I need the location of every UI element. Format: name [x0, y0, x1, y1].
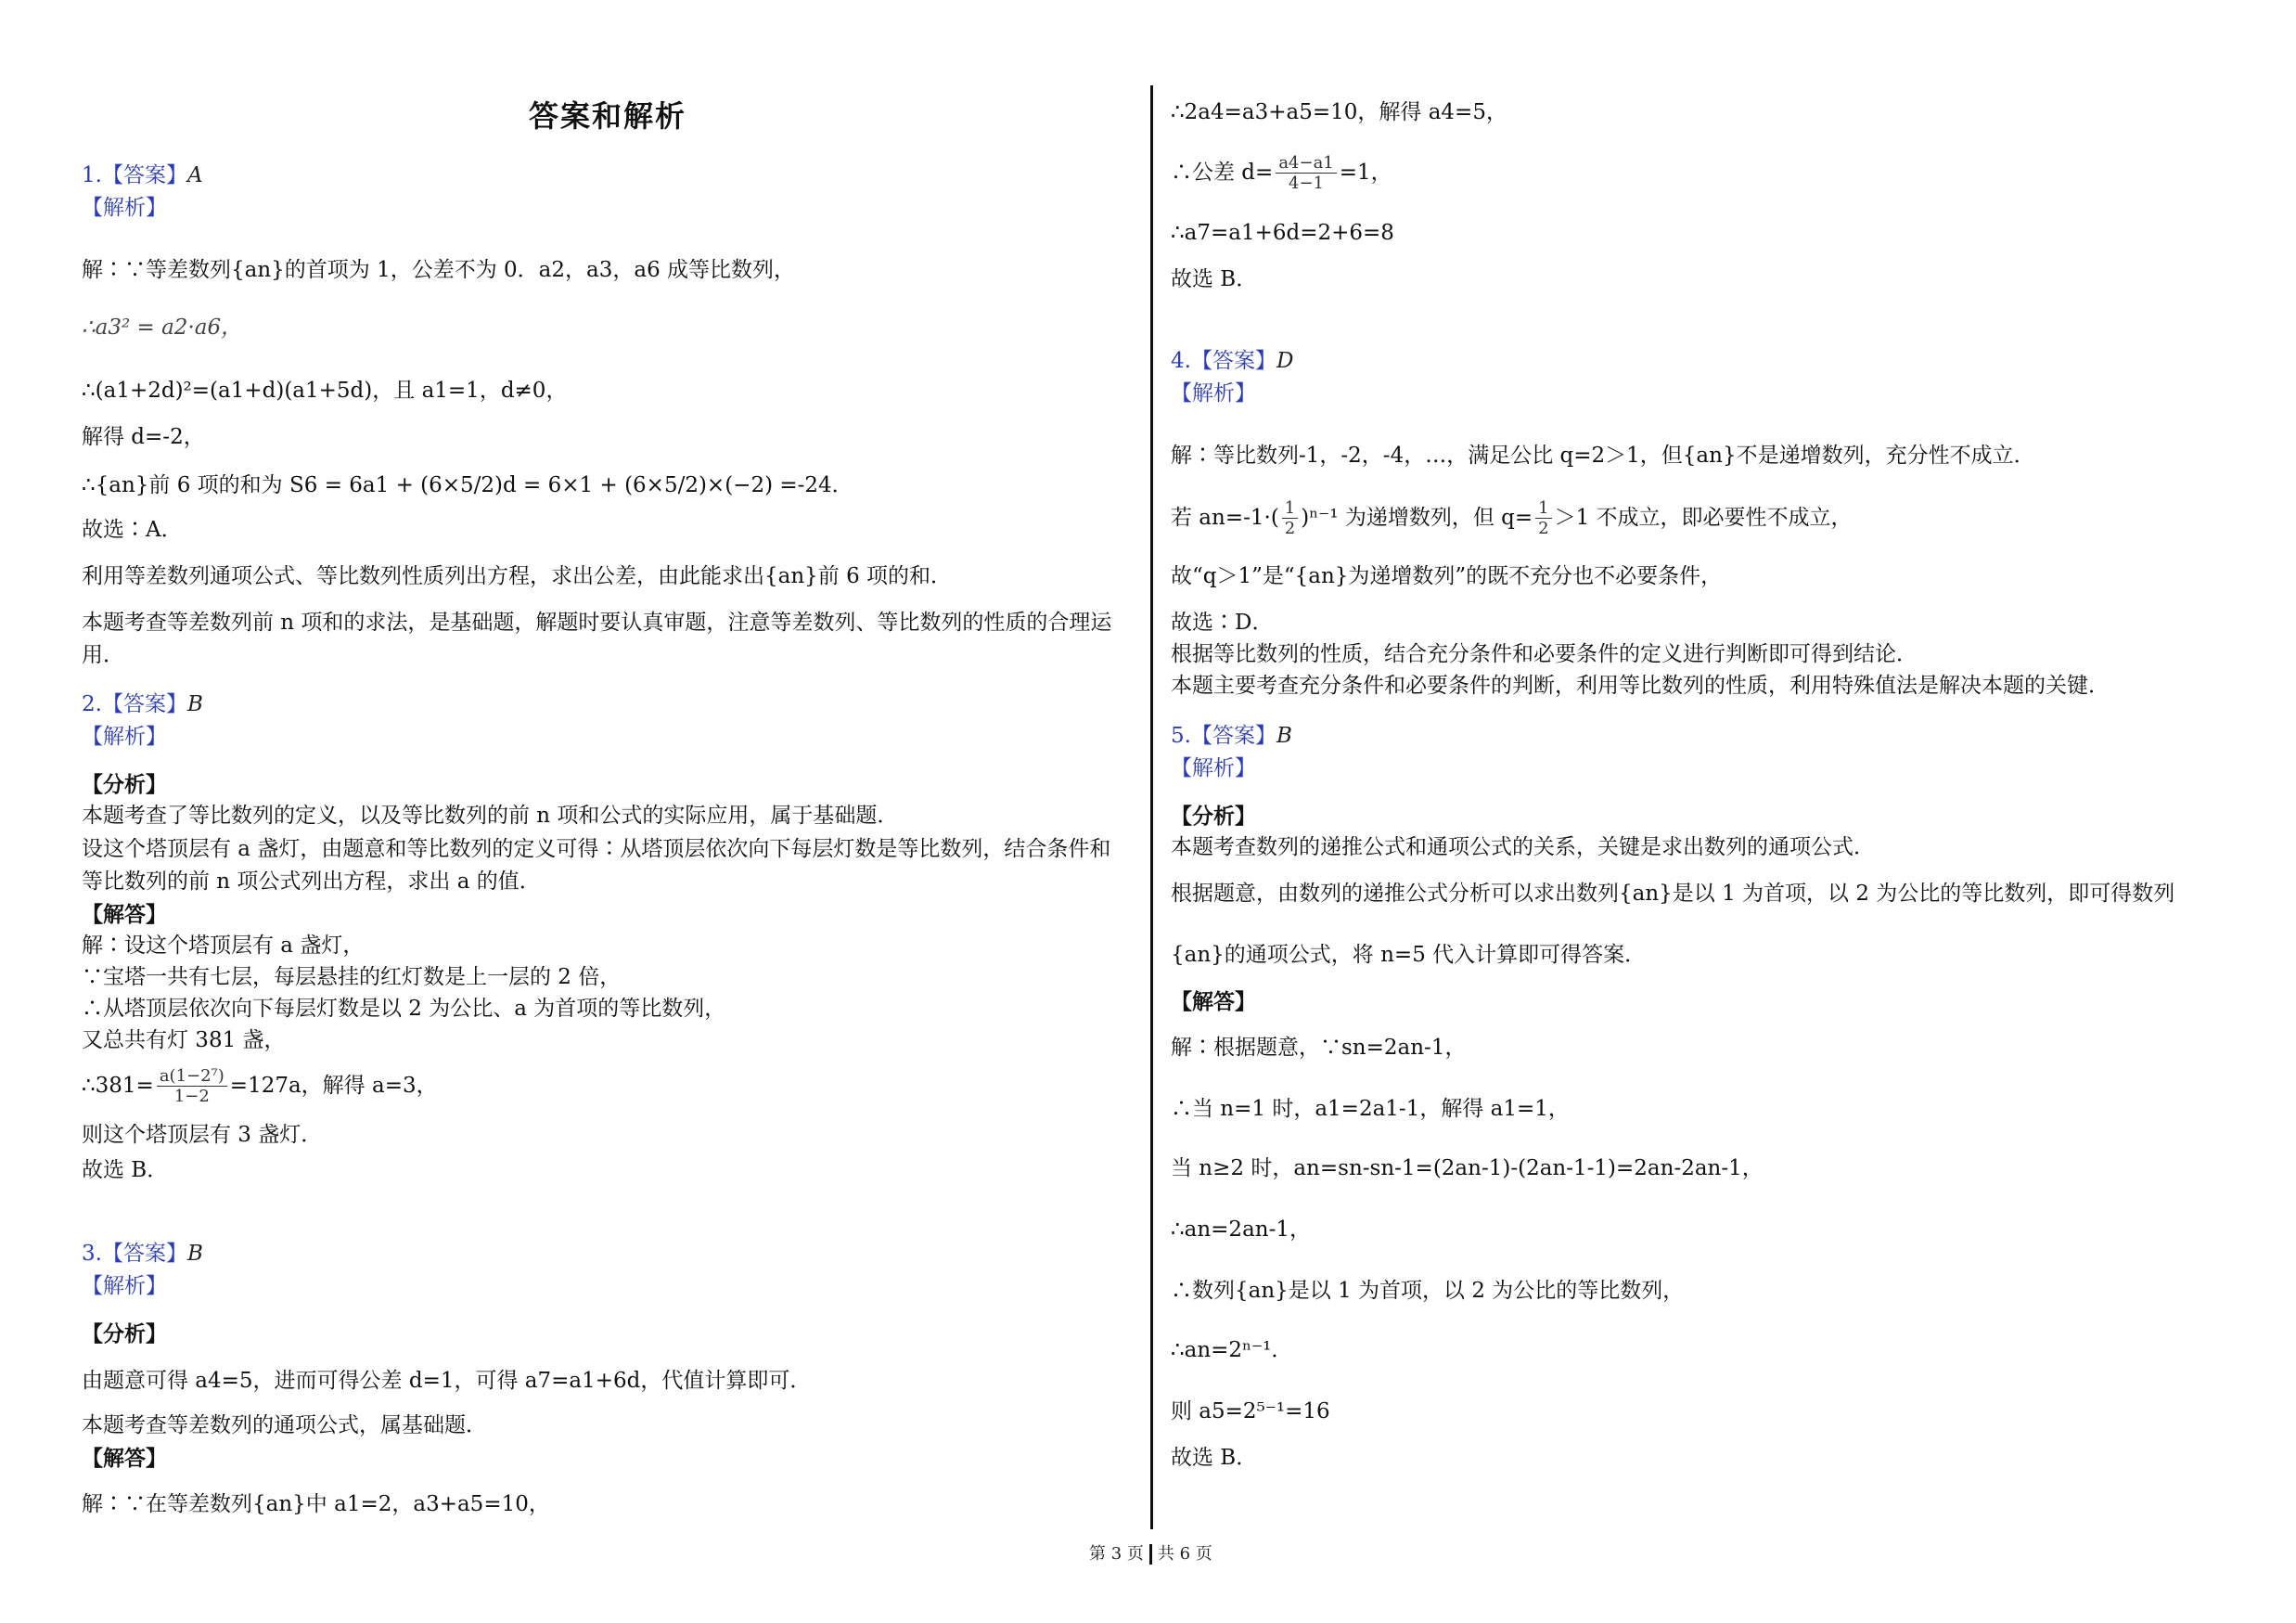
q2-fraction-numerator: a(1−2⁷): [157, 1067, 227, 1087]
q4-jiexi: 【解析】: [1171, 381, 1256, 406]
q4-fraction-2: [1535, 499, 1551, 538]
q2-answer: B: [186, 692, 203, 716]
footer-page-current: 第 3 页: [1089, 1544, 1144, 1564]
q5-fenxi-3: {an}的通项公式，将 n=5 代入计算即可得答案．: [1171, 943, 1647, 967]
column-divider: [1150, 85, 1153, 1529]
q4-line4: 故选∶D．: [1171, 611, 1274, 635]
q3-fenxi: 【分析】: [82, 1321, 167, 1346]
q2-jiexi: 【解析】: [82, 725, 167, 749]
footer-page-total: 共 6 页: [1157, 1544, 1212, 1564]
q3-cont-2b: =1，: [1339, 161, 1392, 186]
q5-answer-head: 5.【答案】: [1171, 724, 1276, 748]
q4-answer: D: [1276, 349, 1294, 373]
q1-line8: 本题考查等差数列前 n 项和的求法，是基础题，解题时要认真审题，注意等差数列、等比数列的性质的合理运用．: [82, 611, 1112, 667]
q2-fenxi: 【分析】: [82, 772, 167, 797]
q4-fraction-1: [1282, 499, 1298, 538]
q1-line1: 解∶∵等差数列{an}的首项为 1，公差不为 0．a2，a3，a6 成等比数列，: [82, 258, 796, 282]
q2-fenxi-1: 本题考查了等比数列的定义，以及等比数列的前 n 项和公式的实际应用，属于基础题．: [82, 804, 899, 828]
footer-separator: [1149, 1544, 1152, 1565]
q4-fraction-1-denominator: 2: [1284, 518, 1296, 538]
q5-jiexi: 【解析】: [1171, 756, 1256, 780]
q3-fenxi-2: 本题考查等差数列的通项公式，属基础题．: [82, 1413, 487, 1437]
q1-line7: 利用等差数列通项公式、等比数列性质列出方程，求出公差，由此能求出{an}前 6 项的和．: [82, 564, 953, 588]
q4-line2b: )ⁿ⁻¹ 为递增数列，但 q=: [1301, 506, 1533, 531]
q2-jieda-5b: =127a，解得 a=3，: [229, 1074, 438, 1099]
q5-answer: B: [1276, 724, 1292, 748]
q5-jieda-7: 则 a5=2⁵⁻¹=16: [1171, 1399, 1330, 1423]
q3-cont-4: 故选 B．: [1171, 267, 1258, 291]
q1-answer-line: [82, 163, 203, 189]
q3-cont-2a: ∴公差 d=: [1171, 161, 1274, 186]
q1-line4: 解得 d=-2，: [82, 425, 205, 449]
q3-jieda-1: 解∶∵在等差数列{an}中 a1=2，a3+a5=10，: [82, 1492, 550, 1516]
q3-fenxi-1: 由题意可得 a4=5，进而可得公差 d=1，可得 a7=a1+6d，代值计算即可．: [82, 1369, 812, 1393]
page-footer: [1089, 1540, 1212, 1565]
q2-jieda-6: 则这个塔顶层有 3 盏灯．: [82, 1123, 323, 1147]
q3-fraction-numerator: a4−a1: [1276, 154, 1336, 174]
q2-fraction: [157, 1067, 227, 1106]
q5-jieda-6: ∴an=2ⁿ⁻¹．: [1171, 1338, 1293, 1362]
q3-jieda: 【解答】: [82, 1446, 167, 1471]
q5-fenxi-2: 根据题意，由数列的递推公式分析可以求出数列{an}是以 1 为首项，以 2 为公比的等比数列，即可得数列: [1171, 882, 2175, 906]
q4-line5: 根据等比数列的性质，结合充分条件和必要条件的定义进行判断即可得到结论．: [1171, 642, 1918, 666]
q4-line3: 故“q＞1”是“{an}为递增数列”的既不充分也不必要条件，: [1171, 564, 1723, 588]
q5-jieda-1: 解∶根据题意，∵sn=2an-1，: [1171, 1036, 1467, 1060]
q3-answer-line: [82, 1242, 203, 1268]
q5-jieda-8: 故选 B．: [1171, 1446, 1258, 1470]
page-title: 答案和解析: [529, 98, 687, 134]
q4-fraction-2-numerator: 1: [1535, 499, 1551, 519]
q4-line2c: ＞1 不成立，即必要性不成立，: [1554, 506, 1853, 531]
q1-answer-head: 1.【答案】: [82, 163, 187, 187]
q5-fenxi-1: 本题考查数列的递推公式和通项公式的关系，关键是求出数列的通项公式．: [1171, 835, 1875, 859]
q1-jiexi: 【解析】: [82, 196, 167, 220]
q4-answer-line: [1171, 349, 1293, 375]
q2-jieda-7: 故选 B．: [82, 1158, 169, 1182]
q2-fenxi-2: 设这个塔顶层有 a 盏灯，由题意和等比数列的定义可得∶从塔顶层依次向下每层灯数是等比数列，结合条件和等比数列的前 n 项公式列出方程，求出 a 的值．: [82, 837, 1111, 894]
q3-cont-3: ∴a7=a1+6d=2+6=8: [1171, 221, 1394, 245]
q5-fenxi: 【分析】: [1171, 804, 1256, 829]
q2-jieda-1: 解∶设这个塔顶层有 a 盏灯，: [82, 934, 365, 958]
q2-jieda: 【解答】: [82, 902, 167, 927]
q3-cont-2: [1171, 154, 1392, 193]
q4-line6: 本题主要考查充分条件和必要条件的判断，利用等比数列的性质，利用特殊值法是解决本题的关键．: [1171, 674, 2110, 698]
q4-line2a: 若 an=-1·(: [1171, 506, 1279, 531]
q3-jiexi: 【解析】: [82, 1274, 167, 1298]
q5-jieda: 【解答】: [1171, 989, 1256, 1014]
q3-fraction-denominator: 4−1: [1289, 173, 1325, 193]
q4-fraction-1-numerator: 1: [1282, 499, 1298, 519]
q2-jieda-3: ∴从塔顶层依次向下每层灯数是以 2 为公比、a 为首项的等比数列，: [82, 997, 726, 1021]
q1-line5: ∴{an}前 6 项的和为 S6 = 6a1 + (6×5/2)d = 6×1 + (6×5/2)×(−2) =-24．: [82, 473, 853, 497]
q2-jieda-4: 又总共有灯 381 盏，: [82, 1028, 286, 1052]
q5-jieda-2: ∴当 n=1 时，a1=2a1-1，解得 a1=1，: [1171, 1097, 1570, 1121]
q4-answer-head: 4.【答案】: [1171, 349, 1276, 373]
q4-line2: [1171, 499, 1853, 538]
q2-answer-head: 2.【答案】: [82, 692, 187, 716]
q1-line2: ∴a3² = a2·a6，: [82, 316, 243, 340]
q5-jieda-5: ∴数列{an}是以 1 为首项，以 2 为公比的等比数列，: [1171, 1279, 1685, 1303]
q3-fraction: [1276, 154, 1336, 193]
q2-jieda-2: ∵宝塔一共有七层，每层悬挂的红灯数是上一层的 2 倍，: [82, 965, 622, 989]
q3-answer-head: 3.【答案】: [82, 1242, 187, 1266]
q5-answer-line: [1171, 724, 1292, 750]
q4-line1: 解∶等比数列-1，-2，-4，…，满足公比 q=2＞1，但{an}不是递增数列，充分性不成立．: [1171, 444, 2035, 468]
q1-line6: 故选∶A．: [82, 518, 183, 542]
q1-line3: ∴(a1+2d)²=(a1+d)(a1+5d)，且 a1=1，d≠0，: [82, 379, 568, 403]
q2-jieda-5: [82, 1067, 438, 1106]
q2-fraction-denominator: 1−2: [173, 1086, 210, 1106]
q5-jieda-4: ∴an=2an-1，: [1171, 1217, 1311, 1242]
q1-answer: A: [186, 163, 203, 187]
q2-jieda-5a: ∴381=: [82, 1074, 154, 1099]
q3-cont-1: ∴2a4=a3+a5=10，解得 a4=5，: [1171, 100, 1507, 124]
q5-jieda-3: 当 n≥2 时，an=sn-sn-1=(2an-1)-(2an-1-1)=2an-2an-1，: [1171, 1156, 1764, 1180]
q2-answer-line: [82, 692, 203, 718]
q3-answer: B: [186, 1242, 203, 1266]
q4-fraction-2-denominator: 2: [1538, 518, 1549, 538]
